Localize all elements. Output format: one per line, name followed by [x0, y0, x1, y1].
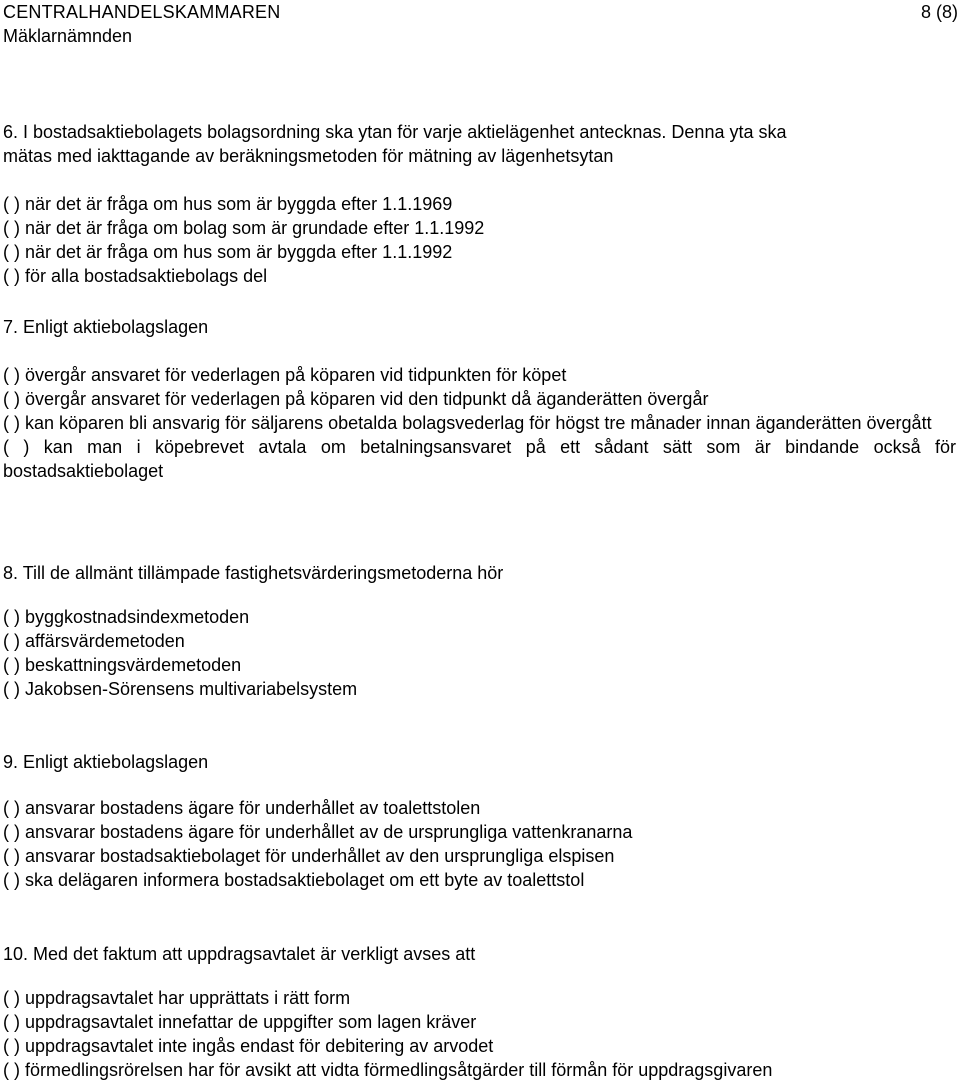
question-7: [3, 315, 956, 339]
answer-option[interactable]: ( ) förmedlingsrörelsen har för avsikt att vidta förmedlingsåtgärder till förmån för uppdragsgivaren: [3, 1060, 773, 1080]
answer-option[interactable]: ( ) kan man i köpebrevet avtala om betalningsansvaret på ett sådant sätt som är bindande också för bostadsaktiebolaget: [3, 437, 956, 481]
question-6-options: [3, 192, 956, 288]
answer-option[interactable]: ( ) övergår ansvaret för vederlagen på köparen vid tidpunkten för köpet: [3, 365, 567, 385]
question-title: 7. Enligt aktiebolagslagen: [3, 317, 209, 337]
question-title-line-2: mätas med iakttagande av beräkningsmetoden för mätning av lägenhetsytan: [3, 146, 614, 166]
answer-option[interactable]: ( ) för alla bostadsaktiebolags del: [3, 266, 268, 286]
question-7-options: [3, 363, 956, 483]
answer-option[interactable]: ( ) beskattningsvärdemetoden: [3, 655, 242, 675]
page-number: 8 (8): [920, 2, 958, 22]
question-6: [3, 120, 956, 168]
question-title: 10. Med det faktum att uppdragsavtalet är verkligt avses att: [3, 944, 476, 964]
question-8: [3, 561, 956, 585]
question-8-options: [3, 605, 956, 701]
question-9-options: [3, 796, 956, 892]
question-title-line-1: 6. I bostadsaktiebolagets bolagsordning ska ytan för varje aktielägenhet antecknas. Denna yta ska: [3, 122, 787, 142]
answer-option[interactable]: ( ) övergår ansvaret för vederlagen på köparen vid den tidpunkt då äganderätten övergår: [3, 389, 709, 409]
answer-option[interactable]: ( ) byggkostnadsindexmetoden: [3, 607, 250, 627]
answer-option[interactable]: ( ) Jakobsen-Sörensens multivariabelsystem: [3, 679, 358, 699]
answer-option[interactable]: ( ) affärsvärdemetoden: [3, 631, 185, 651]
answer-option[interactable]: ( ) ansvarar bostadens ägare för underhållet av de ursprungliga vattenkranarna: [3, 822, 633, 842]
answer-option[interactable]: ( ) uppdragsavtalet har upprättats i rätt form: [3, 988, 351, 1008]
answer-option[interactable]: ( ) när det är fråga om hus som är byggda efter 1.1.1969: [3, 194, 453, 214]
answer-option[interactable]: ( ) ansvarar bostadsaktiebolaget för underhållet av den ursprungliga elspisen: [3, 846, 615, 866]
answer-option[interactable]: ( ) uppdragsavtalet inte ingås endast för debitering av arvodet: [3, 1036, 494, 1056]
answer-option[interactable]: ( ) när det är fråga om hus som är byggda efter 1.1.1992: [3, 242, 453, 262]
committee-name: Mäklarnämnden: [3, 26, 133, 46]
question-title: 8. Till de allmänt tillämpade fastighetsvärderingsmetoderna hör: [3, 563, 504, 583]
answer-option[interactable]: ( ) uppdragsavtalet innefattar de uppgifter som lagen kräver: [3, 1012, 477, 1032]
question-10: [3, 942, 956, 966]
answer-option[interactable]: ( ) ska delägaren informera bostadsaktiebolaget om ett byte av toalettstol: [3, 870, 585, 890]
answer-option[interactable]: ( ) kan köparen bli ansvarig för säljarens obetalda bolagsvederlag för högst tre månader innan äganderätten övergått: [3, 413, 932, 433]
answer-option[interactable]: ( ) när det är fråga om bolag som är grundade efter 1.1.1992: [3, 218, 485, 238]
question-10-options: [3, 986, 956, 1082]
question-title: 9. Enligt aktiebolagslagen: [3, 752, 209, 772]
organization-name: CENTRALHANDELSKAMMAREN: [3, 2, 281, 22]
question-9: [3, 750, 956, 774]
answer-option[interactable]: ( ) ansvarar bostadens ägare för underhållet av toalettstolen: [3, 798, 481, 818]
